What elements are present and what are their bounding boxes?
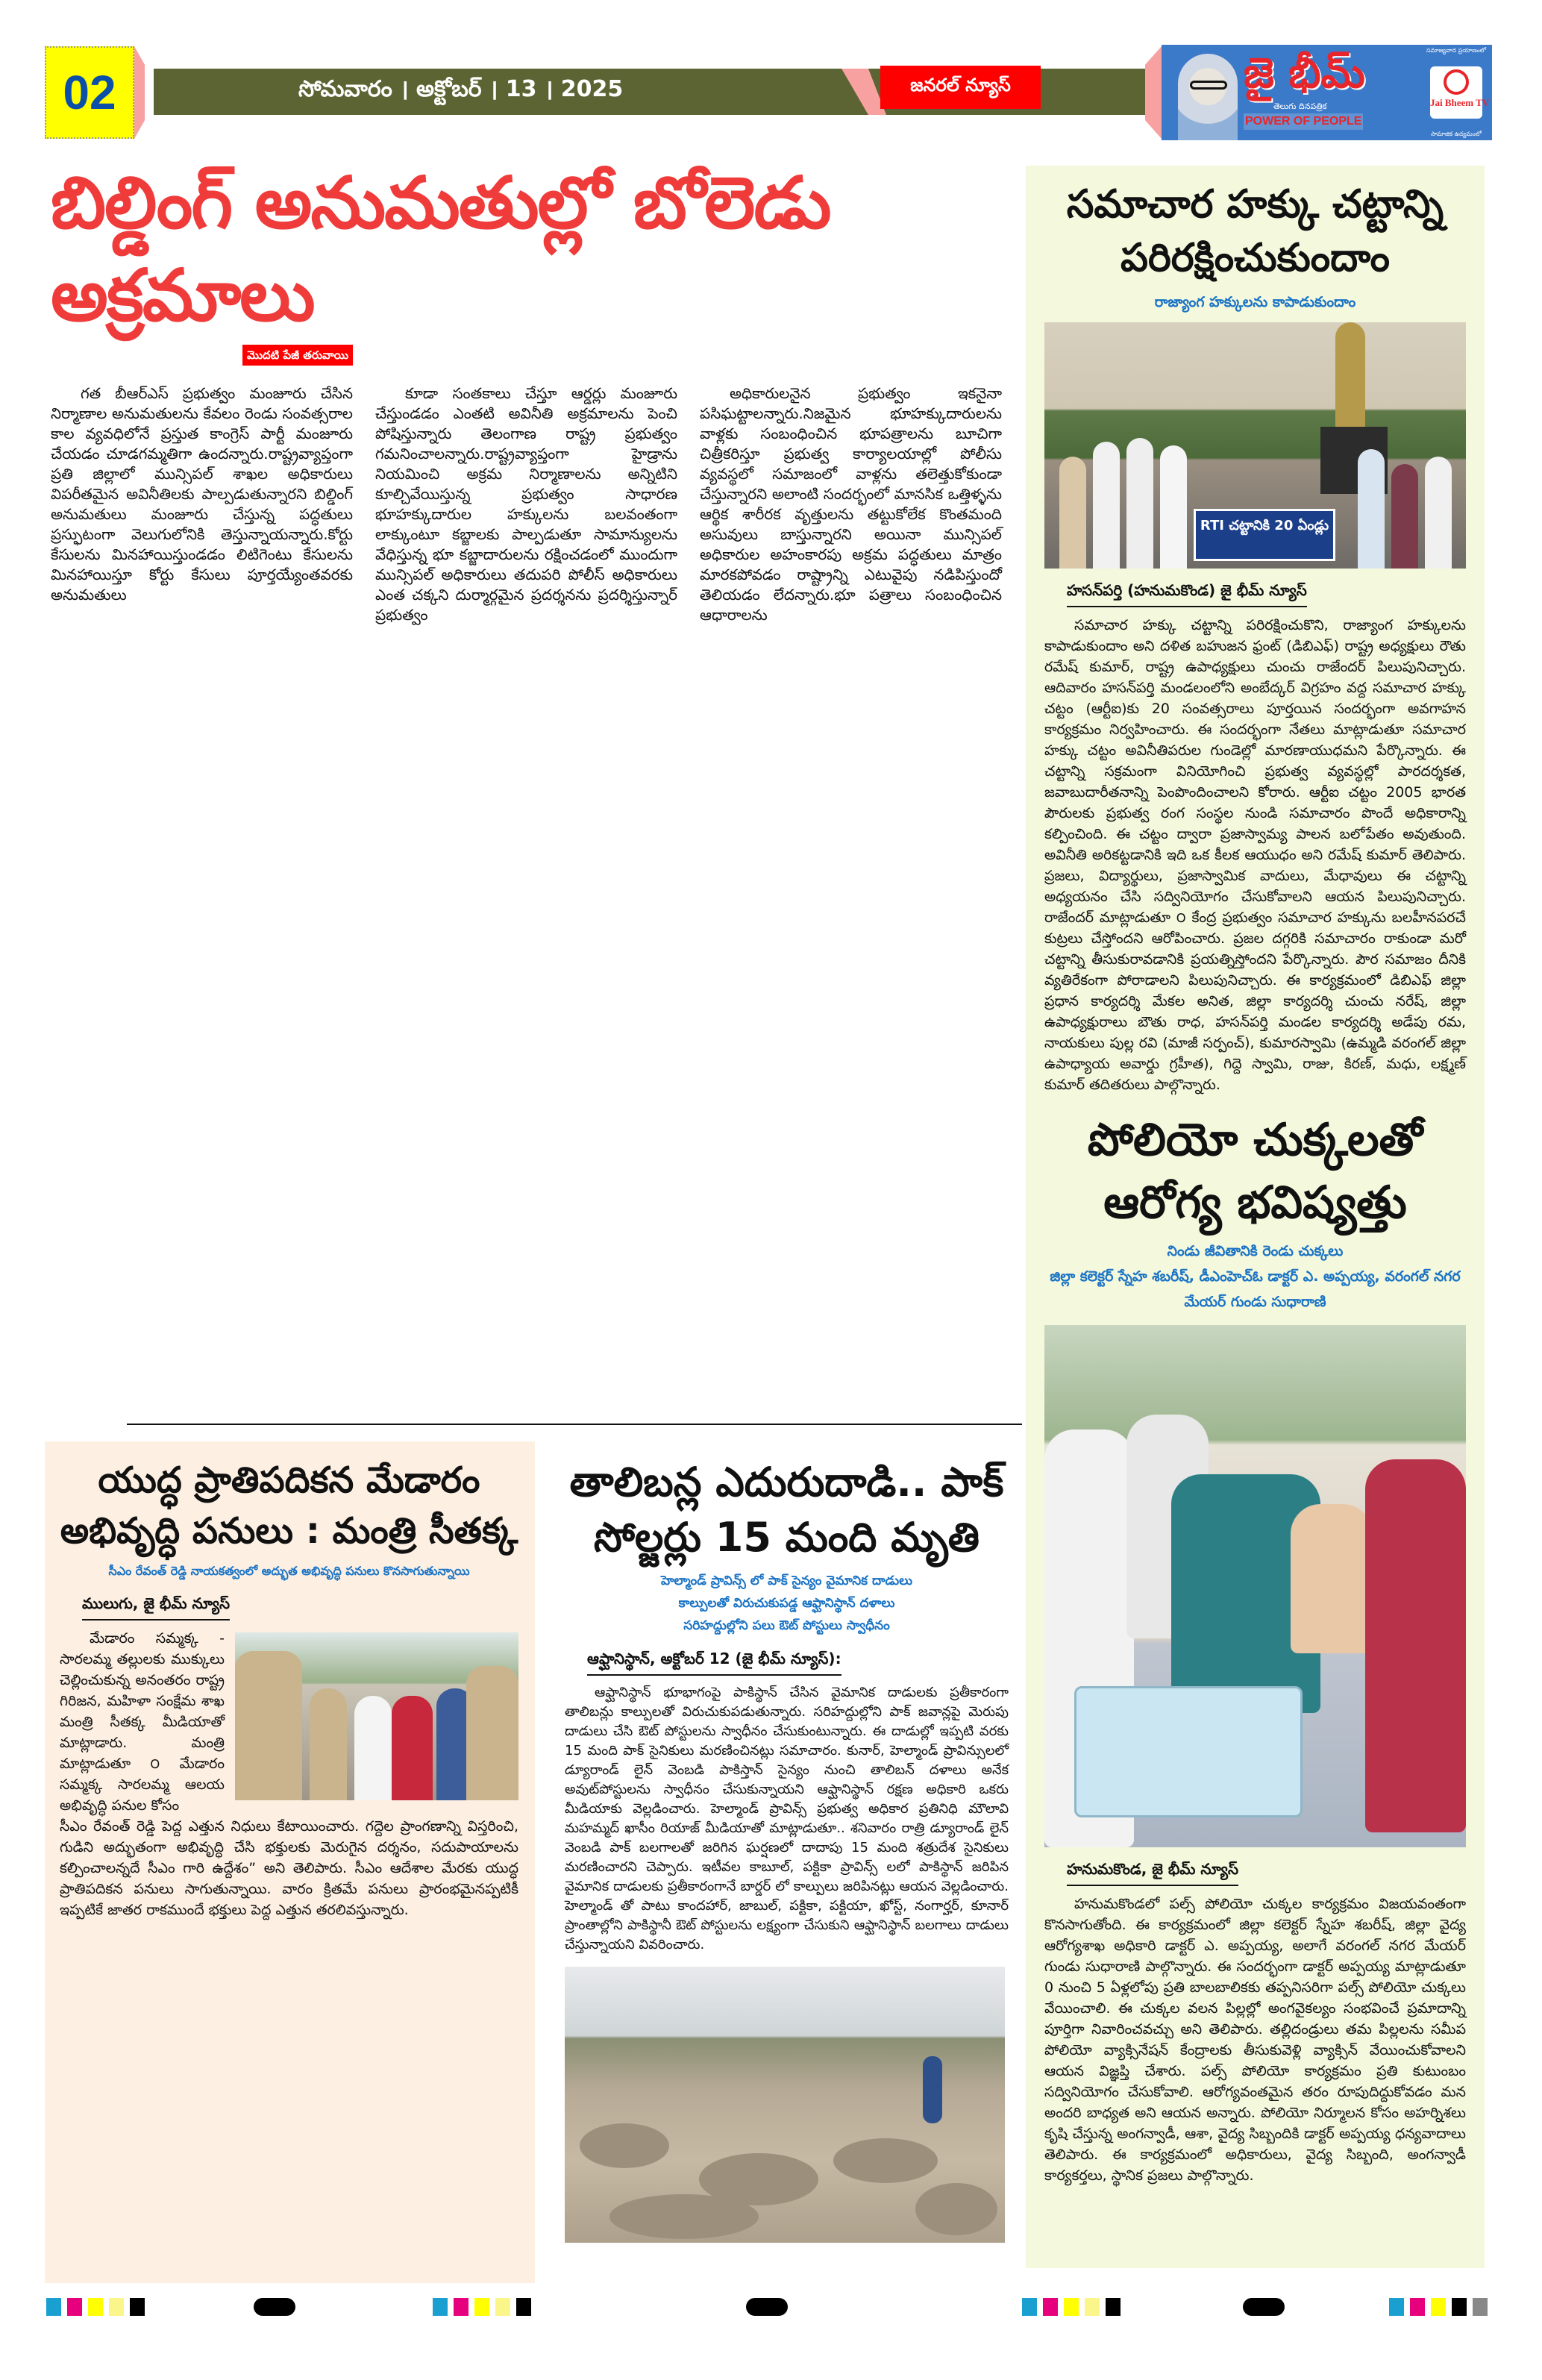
person (1425, 457, 1452, 569)
person (310, 1688, 347, 1800)
portrait-icon (1178, 54, 1238, 140)
polio-body (1044, 1894, 1466, 2186)
rti-byline-wrap (1067, 579, 1466, 607)
color-swatch (516, 2298, 531, 2316)
afghan-byline-wrap (587, 1647, 1009, 1676)
rti-headline: సమాచార హక్కు చట్టాన్ని పరిరక్షించుకుందాం (1066, 182, 1444, 281)
statue-icon (1335, 322, 1365, 434)
rock (580, 2123, 669, 2168)
page-number-text: 02 (63, 66, 116, 119)
polio-drops-photo (1044, 1325, 1466, 1847)
rti-subheading: రాజ్యాంగ హక్కులను కాపాడుకుందాం (1154, 294, 1356, 310)
polio-headline: పోలియో చుక్కలతో ఆరోగ్య భవిష్యత్తు (1087, 1114, 1423, 1229)
afghan-byline: ఆఫ్ఘానిస్థాన్, అక్టోబర్ 12 (జై భీమ్ న్యూస్): (587, 1647, 841, 1676)
color-swatch (1043, 2298, 1058, 2316)
color-swatch (1085, 2298, 1100, 2316)
medaram-headline: యుద్ధ ప్రాతిపదికన మేడారం అభివృద్ధి పనులు : మంత్రి సీతక్క (60, 1459, 518, 1552)
color-swatch (1452, 2298, 1467, 2316)
person (1093, 442, 1120, 569)
registration-mark (254, 2298, 295, 2316)
logo-side-top: సమాజ్యవాద ప్రయాణంలో (1426, 47, 1487, 54)
person (354, 1696, 392, 1800)
minister-visit-photo (235, 1632, 518, 1800)
medaram-article (60, 1455, 518, 1920)
person (1391, 464, 1418, 569)
rti-rally-photo (1044, 322, 1466, 569)
issue-date: సోమవారం । అక్టోబర్ । 13 । 2025 (298, 76, 624, 102)
color-swatch (1473, 2298, 1488, 2316)
polio-subheadings (1044, 1238, 1466, 1315)
paragraph: సమాచార హక్కు చట్టాన్ని పరిరక్షించుకొని, రాజ్యాంగ హక్కులను కాపాడుకుందాం అని దళిత బహుజన ఫ్రంట్ (డిబిఎఫ్) రాష్ట్ర అధ్యక్షులు రౌతు రమేష్ కుమార్, రాష్ట్ర ఉపాధ్యక్షులు చుంచు రాజేందర్ పిలుపునిచ్చారు. ఆదివారం హసన్‌పర్తి మండలంలోని అంబేద్కర్ విగ్రహం వద్ద సమాచార హక్కు చట్టం (ఆర్టీఐ)కు 20 సంవత్సరాలు పూర్తయిన సందర్భంగా అవగాహన కార్యక్రమం నిర్వహించారు. ఈ సందర్భంగా నేతలు మాట్లాడుతూ సమాచార హక్కు చట్టం అవినీతిపరుల గుండెల్లో మారణాయుధమని పేర్కొన్నారు. ఈ చట్టాన్ని సక్రమంగా వినియోగించి ప్రభుత్వ వ్యవస్థల్లో పారదర్శకత, జవాబుదారీతనాన్ని పెంపొందించాలని కోరారు. ఆర్టీఐ చట్టం 2005 భారత పౌరులకు ప్రభుత్వ రంగ సంస్థల నుండి సమాచారం పొందే అధికారాన్ని కల్పించింది. ఈ చట్టం ద్వారా ప్రజాస్వామ్య పాలన బలోపేతం అవుతుంది. అవినీతి అరికట్టడానికి ఇది ఒక కీలక ఆయుధం అని రమేష్ కుమార్ తెలిపారు. ప్రజలు, విద్యార్థులు, ప్రజాస్వామిక వాదులు, మేధావులు ఈ చట్టాన్ని అధ్యయనం చేసి సద్వినియోగం చేసుకోవాలని ఆయన పిలుపునిచ్చారు. రాజేందర్ మాట్లాడుతూ ౦ కేంద్ర ప్రభుత్వం సమాచార హక్కును బలహీనపరచే కుట్రలు చేస్తోందని ఆరోపించారు. ప్రజల దగ్గరికి సమాచారం రాకుండా మరో చట్టాన్ని తీసుకురావడానికి ప్రయత్నిస్తోందని పేర్కొన్నారు. పౌర సమాజం దీనికి వ్యతిరేకంగా పోరాడాలని పిలుపునిచ్చారు. ఈ కార్యక్రమంలో డిబిఎఫ్ జిల్లా ప్రధాన కార్యదర్శి మేకల అనిత, జిల్లా కార్యదర్శి చుంచు నరేష్, జిల్లా ఉపాధ్యక్షురాలు బౌతు రాధ, హసన్‌పర్తి మండల కార్యదర్శి అడేపు రమ, నాయకులు పుల్ల రవి (మాజీ సర్పంచ్), కుమారస్వామి (ఉమ్మడి వరంగల్ జిల్లా ఉపాధ్యాయ అవార్డు గ్రహీత), గిద్దె స్వామి, రాజు, కిరణ్, మధు, లక్ష్మణ్ కుమార్ తదితరులు పాల్గొన్నారు. (1044, 617, 1466, 1093)
paragraph: ఆఫ్ఘానిస్థాన్ భూభాగంపై పాకిస్థాన్ చేసిన వైమానిక దాడులకు ప్రతీకారంగా తాలిబన్లు కాల్పులతో విరుచుకుపడుతున్నారు. సరిహద్దుల్లోని పాక్ జవాన్లపై మెరుపు దాడులు చేసి ఔట్ పోస్టులను స్వాధీనం చేసుకుంటున్నారు. ఈ దాడుల్లో ఇప్పటి వరకు 15 మంది పాక్ సైనికులు మరణించినట్లు సమాచారం. కునార్, హెల్మాండ్ ప్రావిన్సులలో డ్యూరాండ్ లైన్ వెంబడి పాకిస్తాన్ సైన్యం నుంచి తాలిబన్ దళాలు అనేక అవుట్‌పోస్టులను స్వాధీనం చేసుకున్నాయని ఆఫ్ఘానిస్థాన్ రక్షణ అధికారి ఒకరు మీడియాకు వెల్లడించారు. హెల్మాండ్ ప్రావిన్స్ ప్రభుత్వ అధికార ప్రతినిధి మౌలావి మహమ్మద్ ఖాసీం రియాజ్ మీడియాతో మాట్లాడుతూ.. శనివారం రాత్రి డ్యూరాండ్ లైన్ వెంబడి పాక్ బలగాలతో జరిగిన ఘర్షణలో దాదాపు 15 మంది శత్రుదేశ సైనికులు మరణించారని చెప్పారు. ఇటీవల కాబూల్, పక్టికా ప్రావిన్స్ లలో పాకిస్థాన్ జరిపిన వైమానిక దాడులకు ప్రతీకారంగానే బార్డర్ లో కాల్పులు జరిపినట్లు ఆయన వెల్లడించారు. హెల్మాండ్ తో పాటు కాందహార్, జాబుల్, పక్టికా, పక్టియా, ఖోస్ట్, నంగార్హర్, కూనార్ ప్రాంతాల్లోని పాకిస్థానీ ఔట్ పోస్టులను లక్ష్యంగా చేసుకుని ఆఫ్ఘానిస్థాన్ బలగాలు దాడులు చేస్తున్నాయని వివరించారు. (565, 1685, 1009, 1952)
color-swatch (1389, 2298, 1404, 2316)
paragraph: గత బీఆర్ఎస్ ప్రభుత్వం మంజూరు చేసిన నిర్మాణాల అనుమతులను కేవలం రెండు సంవత్సరాల కాల వ్యవధిలోనే ప్రస్తుత కాంగ్రెస్ పార్టీ మంజూరు చేయడం చూడగమ్మతిగా ఉందన్నారు.రాష్ట్రవ్యాప్తంగా ప్రతి జిల్లాలో మున్సిపల్ శాఖల అధికారులు విపరీతమైన అవినీతిలకు పాల్పడుతున్నారని బిల్డింగ్ అనుమతులు మంజూరు చేస్తున్న పద్ధతులు ప్రస్ఫుటంగా వెలుగులోనికి తెస్తున్నాయన్నారు.కోర్టు కేసులను మినహాయిస్తుండడం లిటిగెంటు కేసులను మినహాయిస్తూ కోర్టు కేసులు పూర్తయ్యేంతవరకు అనుమతులు (51, 384, 353, 604)
afghan-headline: తాలిబన్ల ఎదురుదాడి.. పాక్ సోల్జర్లు 15 మంది మృతి (569, 1459, 1004, 1561)
registration-mark (1243, 2298, 1285, 2316)
afghan-subheading: సరిహద్దుల్లోని పలు ఔట్ పోస్టులు స్వాధీనం (683, 1618, 890, 1633)
continued-tag: మొదటి పేజీ తరువాయి (242, 345, 353, 366)
decorative-wing (134, 46, 145, 139)
color-swatch (433, 2298, 448, 2316)
logo-slogan: POWER OF PEOPLE (1244, 113, 1363, 130)
masthead-logo (1162, 45, 1492, 140)
color-swatch (109, 2298, 124, 2316)
rubble-photo (565, 1967, 1005, 2243)
person (1358, 449, 1385, 569)
color-swatch (88, 2298, 103, 2316)
tv-logo (1430, 66, 1490, 119)
minister (392, 1696, 433, 1800)
afghan-article (565, 1455, 1009, 2243)
medaram-subheading: సీఎం రేవంత్ రెడ్డి నాయకత్వంలో అద్భుత అభివృద్ధి పనులు కొనసాగుతున్నాయి (108, 1564, 470, 1578)
vaccine-carrier (1074, 1686, 1303, 1817)
medaram-byline-wrap (82, 1592, 518, 1620)
decorative-wing (1145, 46, 1162, 139)
color-swatch (1064, 2298, 1079, 2316)
rti-body (1044, 615, 1466, 1095)
rock (915, 2183, 997, 2235)
afghan-subheading: కాల్పులతో విరుచుకుపడ్డ ఆఫ్ఘానిస్థాన్ దళాలు (678, 1596, 895, 1611)
color-swatch (454, 2298, 468, 2316)
color-swatch (1410, 2298, 1425, 2316)
polio-subheading: జిల్లా కలెక్టర్ స్నేహ శబరీష్, డీఎంహెచ్ఓ డాక్టర్ ఎ. అప్పయ్య, వరంగల్ నగర మేయర్ గుండు సుధారాణి (1050, 1268, 1461, 1310)
paragraph: సీఎం రేవంత్ రెడ్డి పెద్ద ఎత్తున నిధులు కేటాయించారు. గద్దెల ప్రాంగణాన్ని విస్తరించి, గుడిని అద్భుతంగా అభివృద్ధి చేసి భక్తులకు మెరుగైన దర్శనం, సదుపాయాలను కల్పించాలన్నదే సీఎం గారి ఉద్దేశం” అని తెలిపారు. సీఎం ఆదేశాల మేరకు యుద్ధ ప్రాతిపదికన పనులు సాగుతున్నాయి. వారం క్రితమే పనులు ప్రారంభమైనప్పటికీ ఇప్పటికే జాతర రాకముందే భక్తులు పెద్ద ఎత్తున తరలివస్తున్నారు. (60, 1818, 518, 1918)
emblem-icon (1444, 69, 1469, 95)
section-label: జనరల్ న్యూస్ (880, 66, 1041, 109)
person (923, 2056, 942, 2123)
main-headline: బిల్డింగ్ అనుమతుల్లో బోలెడు అక్రమాలు (51, 161, 830, 337)
afghan-subheadings (565, 1570, 1009, 1637)
polio-byline: హనుమకొండ, జై భీమ్ న్యూస్ (1067, 1858, 1238, 1886)
logo-text-group (1244, 48, 1421, 139)
paragraph: మేడారం సమ్మక్క - సారలమ్మ తల్లులకు ముక్కులు చెల్లించుకున్న అనంతరం రాష్ట్ర గిరిజన, మహిళా సంక్షేమ శాఖ మంత్రి సీతక్క మీడియాతో మాట్లాడారు. మంత్రి మాట్లాడుతూ ౦ మేడారం సమ్మక్క సారలమ్మ ఆలయ అభివృద్ధి పనుల కోసం (60, 1630, 225, 1814)
color-swatch (495, 2298, 510, 2316)
polio-byline-wrap (1067, 1858, 1466, 1886)
color-swatch (1022, 2298, 1037, 2316)
main-article (51, 157, 1013, 625)
police-officer (466, 1666, 518, 1800)
glasses-icon (1190, 81, 1227, 90)
color-swatch (474, 2298, 489, 2316)
person (1365, 1459, 1466, 1832)
main-article-body (51, 383, 1002, 625)
color-swatch (67, 2298, 82, 2316)
person (1160, 445, 1187, 569)
right-column (1044, 178, 1466, 2186)
rock (833, 2138, 938, 2183)
page-number (45, 46, 134, 139)
afghan-subheading: హెల్మాండ్ ప్రావిన్స్ లో పాక్ సైన్యం వైమానిక దాడులు (660, 1573, 913, 1588)
person (1126, 438, 1153, 569)
medaram-byline: ములుగు, జై భీమ్ న్యూస్ (82, 1592, 230, 1620)
color-swatch (1106, 2298, 1121, 2316)
paragraph: కూడా సంతకాలు చేస్తూ ఆర్డర్లు మంజూరు చేస్తుండడం ఎంతటి అవినీతి అక్రమాలను పెంచి పోషిస్తున్నారు తెలంగాణ రాష్ట్ర ప్రభుత్వం గమనించాలన్నారు.రాష్ట్రవ్యాప్తంగా హైడ్రాను నియమించి అక్రమ నిర్మాణాలను అన్నిటిని కూల్చివేయిస్తున్న ప్రభుత్వం సాధారణ భూహక్కుదారుల హక్కులను బలవంతంగా లాక్కుంటూ కబ్జాలకు పాల్పడుతూ సామాన్యులను వేధిస్తున్న భూ కబ్జాదారులను రక్షించడంలో ముందుగా మున్సిపల్ అధికారులు తదుపరి పోలీస్ అధికారులు ఎంత చక్కని దుర్మార్గమైన ప్రదర్శనను ప్రదర్శిస్తున్నార్ ప్రభుత్వం (375, 384, 677, 624)
logo-brand: జై భీమ్ (1244, 49, 1365, 98)
rti-banner: RTI చట్టానికి 20 ఏండ్లు (1194, 509, 1335, 561)
child (1291, 1504, 1373, 1653)
afghan-body (565, 1683, 1009, 1955)
logo-side-bottom: సామాజిక ఉద్యమంలో (1431, 131, 1482, 137)
color-swatch (46, 2298, 61, 2316)
paragraph: హనుమకొండలో పల్స్ పోలియో చుక్కల కార్యక్రమం విజయవంతంగా కొనసాగుతోంది. ఈ కార్యక్రమంలో జిల్లా కలెక్టర్ స్నేహ శబరీష్, జిల్లా వైద్య ఆరోగ్యశాఖ అధికారి డాక్టర్ ఎ. అప్పయ్య, అలాగే వరంగల్ నగర మేయర్ గుండు సుధారాణి పాల్గొన్నారు. ఈ సందర్భంగా డాక్టర్ అప్పయ్య మాట్లాడుతూ 0 నుంచి 5 ఏళ్లలోపు ప్రతి బాలబాలికకు తప్పనిసరిగా పల్స్ పోలియో చుక్కలు వేయించాలి. ఈ చుక్కల వలన పిల్లల్లో అంగవైకల్యం సంభవించే ప్రమాదాన్ని పూర్తిగా నివారించవచ్చు అని తెలిపారు. తల్లిదండ్రులు తమ పిల్లలను సమీప పోలియో వ్యాక్సినేషన్ కేంద్రాలకు తీసుకువెళ్లి వ్యాక్సిన్ వేయించుకోవాలని ఆయన విజ్ఞప్తి చేశారు. పల్స్ పోలియో కార్యక్రమం ప్రతి కుటుంబం సద్వినియోగం చేసుకోవాలి. ఆరోగ్యవంతమైన తరం రూపుదిద్దుకోవడం మన అందరి బాధ్యత అని ఆయన అన్నారు. పోలియో నిర్మూలన కోసం అహర్నిశలు కృషి చేస్తున్న అంగన్వాడీ, ఆశా, వైద్య సిబ్బందికి డాక్టర్ అప్పయ్య ధన్యవాదాలు తెలిపారు. ఈ కార్యక్రమంలో అధికారులు, వైద్య సిబ్బంది, అంగన్వాడీ కార్యకర్తలు, స్థానిక ప్రజలు పాల్గొన్నారు. (1044, 1896, 1466, 2184)
color-swatch (1431, 2298, 1446, 2316)
logo-side-group (1423, 46, 1490, 139)
rti-byline: హసన్‌పర్తి (హనుమకొండ) జై భీమ్ న్యూస్ (1067, 579, 1307, 607)
paragraph: అధికారులనైన ప్రభుత్వం ఇకనైనా పసిఘట్టాలన్నారు.నిజమైన భూహక్కుదారులను వాళ్లకు సంబంధించిన భూపత్రాలను బూచిగా చిత్రీకరిస్తూ ప్రభుత్వ కార్యాలయాల్లో పోలీసు వ్యవస్థలో సమాజంలో వాళ్లను తలెత్తుకోకుండా చేస్తున్నారని అలాంటి సందర్భంలో మానసిక ఒత్తిళ్ళను ఆర్థిక శారీరక వృత్తులను తట్టుకోలేక కొంతమంది అసువులు బాస్తున్నారని అయినా మున్సిపల్ అధికారుల అహంకారపు అక్రమ పద్ధతులు మాత్రం మారకపోవడం రాష్ట్రాన్ని ఎటువైపు నడిపిస్తుందో తెలియడం లేదన్నారు.భూ పత్రాలు సంబంధించిన ఆధారాలను (700, 384, 1002, 624)
registration-mark (746, 2298, 788, 2316)
logo-tagline: తెలుగు దినపత్రిక (1273, 101, 1327, 111)
color-swatch (130, 2298, 145, 2316)
tv-logo-text: Jai Bheem TV (1430, 97, 1490, 108)
divider (127, 1424, 1022, 1425)
polio-subheading: నిండు జీవితానికి రెండు చుక్కలు (1167, 1243, 1344, 1259)
police-officer (235, 1651, 302, 1800)
rock (609, 2194, 759, 2239)
person (1059, 457, 1086, 569)
